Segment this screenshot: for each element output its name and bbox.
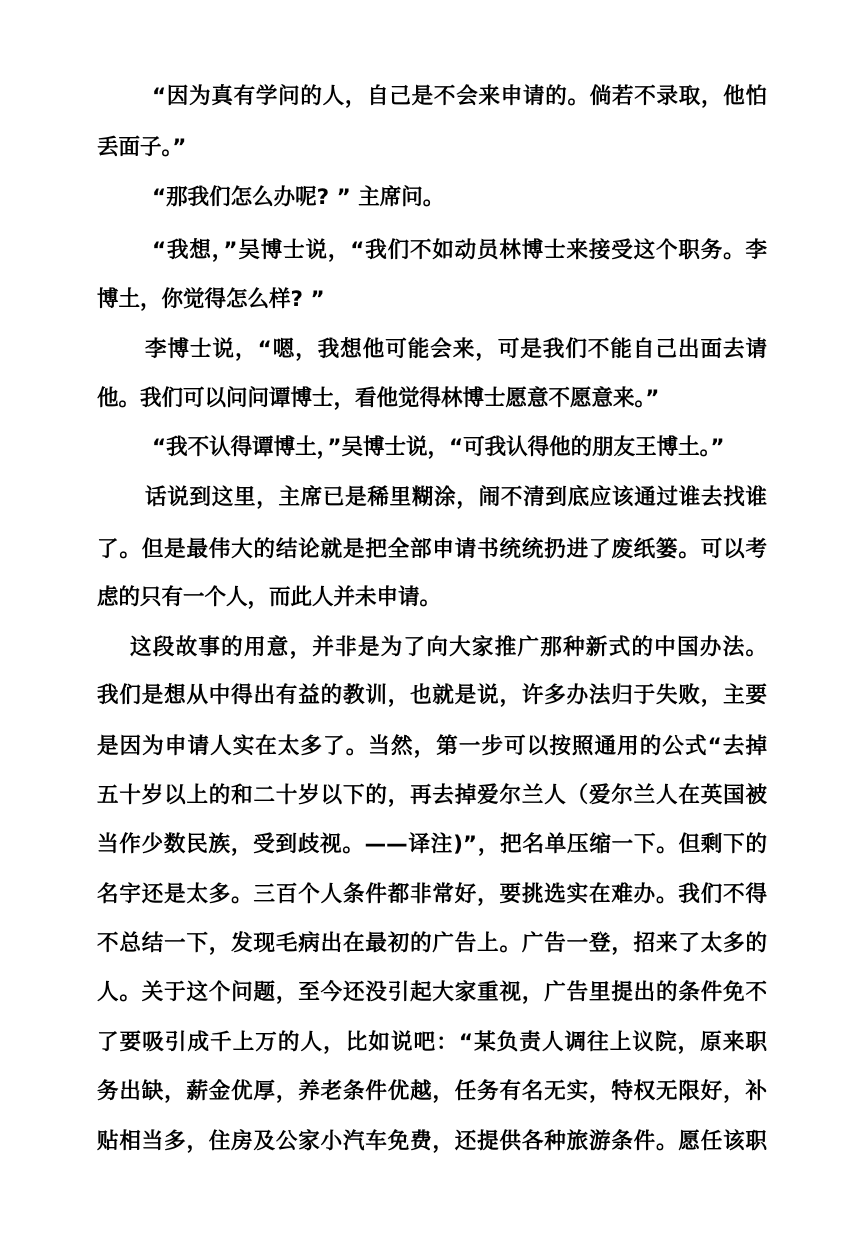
text-line: 这段故事的用意，并非是为了向大家推广那种新式的中国办法。 [130, 635, 767, 660]
text-line: 李博士说，“嗯，我想他可能会来，可是我们不能自己出面去请 [145, 337, 767, 362]
text-line: 人。关于这个问题，至今还没引起大家重视，广告里提出的条件免不 [97, 980, 767, 1005]
text-line: 了要吸引成千上万的人，比如说吧：“某负责人调往上议院，原来职 [97, 1030, 767, 1055]
text-line: “因为真有学问的人，自己是不会来申请的。倘若不录取，他怕 [152, 84, 767, 109]
text-line: 虑的只有一个人，而此人并未申请。 [97, 585, 442, 610]
text-line: 务出缺，薪金优厚，养老条件优越，任务有名无实，特权无限好，补 [97, 1079, 767, 1104]
text-line: 话说到这里，主席已是稀里糊涂，闹不清到底应该通过谁去找谁 [145, 485, 767, 510]
text-line: “我想，”吴博士说，“我们不如动员林博士来接受这个职务。李 [152, 238, 767, 263]
text-line: 是因为申请人实在太多了。当然，第一步可以按照通用的公式“去掉 [97, 734, 767, 759]
text-line: 贴相当多，住房及公家小汽车免费，还提供各种旅游条件。愿任该职 [97, 1129, 767, 1154]
text-line: 了。但是最伟大的结论就是把全部申请书统统扔进了废纸篓。可以考 [97, 537, 767, 562]
text-line: 不总结一下，发现毛病出在最初的广告上。广告一登，招来了太多的 [97, 931, 767, 956]
text-line: 当作少数民族，受到歧视。——译注)”，把名单压缩一下。但剩下的 [97, 832, 767, 857]
text-line: 名宇还是太多。三百个人条件都非常好，要挑选实在难办。我们不得 [97, 882, 767, 907]
text-line: 我们是想从中得出有益的教训，也就是说，许多办法归于失败，主要 [97, 683, 767, 708]
text-line: “我不认得谭博土，”吴博士说，“可我认得他的朋友王博土。” [152, 435, 725, 460]
text-line: 博土，你觉得怎么样? ” [97, 287, 325, 312]
text-line: “那我们怎么办呢? ” 主席问。 [152, 185, 445, 210]
text-line: 五十岁以上的和二十岁以下的，再去掉爱尔兰人（爱尔兰人在英国被 [97, 783, 767, 808]
text-line: 他。我们可以问问谭博士，看他觉得林博士愿意不愿意来。” [97, 386, 660, 411]
text-line: 丢面子。” [97, 135, 187, 160]
